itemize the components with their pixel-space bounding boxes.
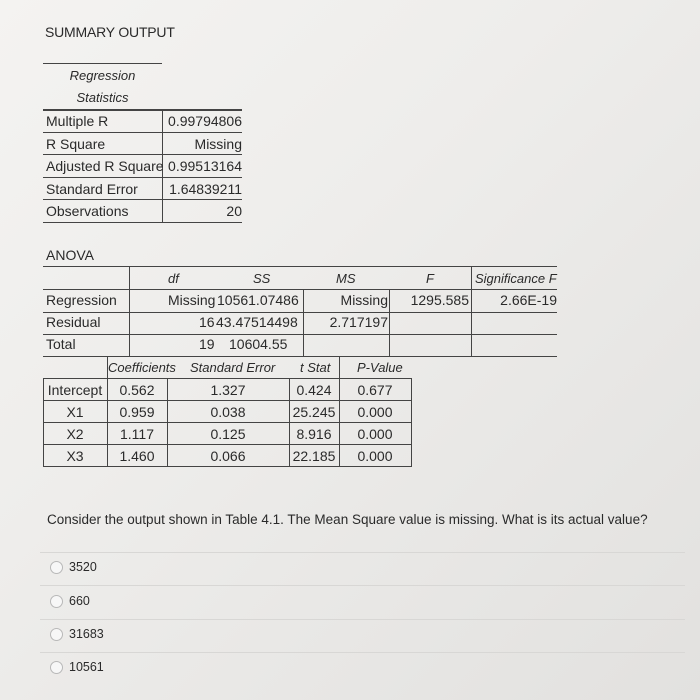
anova-cell-ms: 2.717197 <box>329 314 388 330</box>
regstats-header-line1: Regression <box>69 68 136 83</box>
coef-row-label: X2 <box>66 426 84 442</box>
divider <box>129 266 130 356</box>
coef-cell-coef: 0.959 <box>119 404 155 420</box>
divider <box>43 400 412 401</box>
regstats-header-line2: Statistics <box>76 90 129 105</box>
coef-cell-p: 0.677 <box>357 382 393 398</box>
anova-cell-df: 19 <box>199 336 215 352</box>
divider <box>43 266 557 267</box>
regstats-label: Adjusted R Square <box>46 158 164 174</box>
coef-cell-se: 0.038 <box>210 404 246 420</box>
divider <box>303 289 304 356</box>
anova-cell-df: Missing <box>168 292 216 308</box>
divider <box>43 63 162 64</box>
anova-header-ss: SS <box>253 271 271 286</box>
divider <box>43 444 412 445</box>
anova-header-df: df <box>168 271 179 286</box>
coef-header-t: t Stat <box>300 360 331 375</box>
option-label: 660 <box>69 594 90 608</box>
divider <box>43 334 557 335</box>
anova-cell-df: 16 <box>199 314 215 330</box>
divider <box>43 378 412 379</box>
anova-cell-sig: 2.66E-19 <box>500 292 557 308</box>
anova-header-f: F <box>426 271 434 286</box>
radio-button[interactable] <box>50 661 63 674</box>
coef-header-p: P-Value <box>357 360 403 375</box>
regstats-value: 0.99513164 <box>168 158 242 174</box>
divider <box>43 199 242 200</box>
coef-cell-coef: 1.117 <box>120 426 154 442</box>
radio-button[interactable] <box>50 595 63 608</box>
regstats-value: 1.64839211 <box>169 181 242 197</box>
divider <box>43 154 242 155</box>
anova-cell-ss: 43.47514498 <box>216 314 298 330</box>
regstats-label: Standard Error <box>46 181 138 197</box>
divider <box>43 356 557 357</box>
anova-header-sig: Significance F <box>475 271 557 286</box>
coef-header-se: Standard Error <box>190 360 276 375</box>
divider <box>40 585 685 586</box>
divider <box>471 266 472 356</box>
coef-cell-t: 25.245 <box>292 404 336 420</box>
coef-cell-se: 0.066 <box>210 448 246 464</box>
anova-title: ANOVA <box>46 247 94 263</box>
anova-row-label: Total <box>46 336 76 352</box>
divider <box>43 312 557 313</box>
regstats-value: Missing <box>194 136 242 152</box>
coef-header-coefficients: Coefficients <box>108 360 176 375</box>
anova-header-ms: MS <box>336 271 356 286</box>
divider <box>43 466 412 467</box>
divider <box>389 289 390 356</box>
regstats-value: 0.99794806 <box>168 113 242 129</box>
divider <box>43 177 242 178</box>
page-title: SUMMARY OUTPUT <box>45 24 175 40</box>
coef-cell-coef: 0.562 <box>119 382 155 398</box>
option-label: 3520 <box>69 560 97 574</box>
anova-row-label: Regression <box>46 292 117 308</box>
radio-button[interactable] <box>50 628 63 641</box>
coef-cell-p: 0.000 <box>357 448 393 464</box>
anova-cell-ms: Missing <box>340 292 388 308</box>
radio-button[interactable] <box>50 561 63 574</box>
anova-cell-ss: 10561.07486 <box>217 292 299 308</box>
divider <box>43 222 242 223</box>
coef-cell-p: 0.000 <box>357 426 393 442</box>
regstats-value: 20 <box>226 203 242 219</box>
divider <box>43 422 412 423</box>
divider <box>339 356 340 378</box>
coef-cell-se: 1.327 <box>210 382 246 398</box>
regstats-label: Observations <box>46 203 129 219</box>
divider <box>411 378 412 466</box>
coef-cell-t: 0.424 <box>296 382 332 398</box>
divider <box>43 289 557 290</box>
regstats-label: R Square <box>46 136 106 152</box>
question-text: Consider the output shown in Table 4.1. The Mean Square value is missing. What is its actual value? <box>47 512 648 527</box>
coef-cell-t: 22.185 <box>292 448 336 464</box>
coef-row-label: Intercept <box>47 382 103 398</box>
divider <box>40 552 685 553</box>
option-label: 10561 <box>69 660 104 674</box>
divider <box>43 132 242 133</box>
anova-cell-f: 1295.585 <box>410 292 469 308</box>
coef-cell-coef: 1.460 <box>119 448 155 464</box>
coef-cell-se: 0.125 <box>210 426 246 442</box>
coef-row-label: X1 <box>66 404 84 420</box>
divider <box>40 652 685 653</box>
divider <box>40 619 685 620</box>
coef-cell-p: 0.000 <box>357 404 393 420</box>
coef-cell-t: 8.916 <box>296 426 332 442</box>
anova-cell-ss: 10604.55 <box>229 336 288 352</box>
anova-row-label: Residual <box>46 314 101 330</box>
option-label: 31683 <box>69 627 104 641</box>
coef-row-label: X3 <box>66 448 84 464</box>
divider <box>43 110 242 111</box>
regstats-label: Multiple R <box>46 113 109 129</box>
